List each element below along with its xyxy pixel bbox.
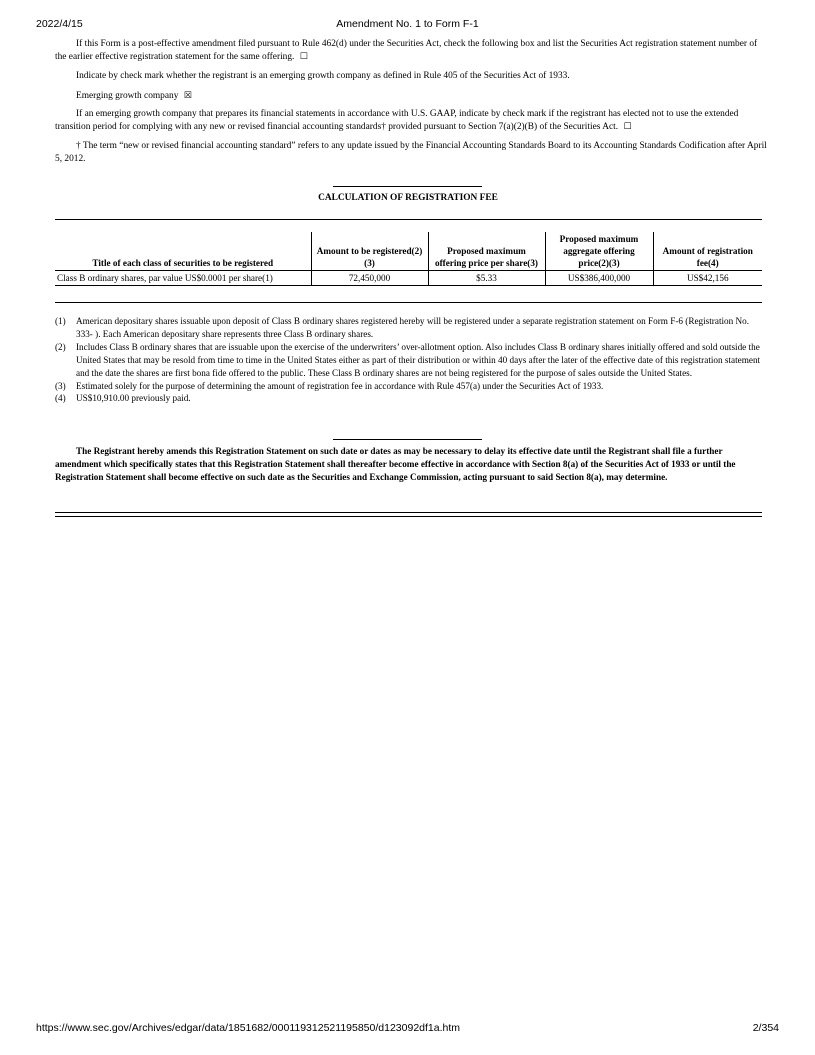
cell-price-per-share: $5.33	[428, 271, 545, 286]
post-effective-text: If this Form is a post-effective amendment filed pursuant to Rule 462(d) under the Securities Act, check the following box and list the Securities Act registration statement number of the earlier effective registration statement for the same offering.	[55, 39, 758, 63]
gaap-checkbox: ☐	[623, 122, 632, 133]
emerging-growth-checkbox: ☒	[183, 91, 192, 101]
col-header-price-per-share: Proposed maximum offering price per share(3)	[428, 232, 545, 271]
footnote-text: Includes Class B ordinary shares that are issuable upon the exercise of the underwriters’ over-allotment option. Also includes Class B ordinary shares initially offered and sold outside the United States that may be resold from time to time in the United States either as part of their distribution or within 40 days after the later of the effective date of this registration statement and the date the shares are first bona fide offered to the public. These Class B ordinary shares are not being registered for the purpose of sales outside the United States.	[76, 341, 761, 378]
print-date: 2022/4/15	[36, 18, 83, 30]
col-header-amount: Amount to be registered(2)(3)	[311, 232, 428, 271]
footnote-number: (3)	[55, 380, 66, 391]
footnote-number: (4)	[55, 393, 66, 404]
footnotes	[55, 315, 767, 405]
gaap-paragraph	[55, 108, 767, 134]
gaap-text: If an emerging growth company that prepares its financial statements in accordance with U.S. GAAP, indicate by check mark if the registrant has elected not to use the extended transition period for complying with any new or revised financial accounting standards† provided pursuant to Section 7(a)(2)(B) of the Securities Act.	[55, 109, 739, 133]
col-header-fee: Amount of registration fee(4)	[653, 232, 762, 271]
table-row	[55, 271, 762, 286]
title-rule	[333, 186, 482, 187]
footnote-text: American depositary shares issuable upon deposit of Class B ordinary shares registered hereby will be registered under a separate registration statement on Form F-6 (Registration No. 333- ). Each American depositary share represents three Class B ordinary shares.	[76, 316, 750, 339]
footnote-item	[55, 392, 767, 405]
source-url: https://www.sec.gov/Archives/edgar/data/1851682/000119312521195850/d123092df1a.htm	[36, 1022, 461, 1034]
print-title: Amendment No. 1 to Form F-1	[336, 18, 479, 30]
post-effective-paragraph	[55, 38, 767, 64]
emerging-indicator-paragraph: Indicate by check mark whether the registrant is an emerging growth company as defined in Rule 405 of the Securities Act of 1933.	[76, 71, 570, 81]
cell-aggregate-price: US$386,400,000	[545, 271, 653, 286]
end-rule-1	[55, 512, 762, 513]
emerging-growth-line	[55, 90, 767, 103]
col-header-aggregate-price: Proposed maximum aggregate offering price(2)(3)	[545, 232, 653, 271]
legend-rule	[333, 439, 482, 440]
post-effective-checkbox: ☐	[299, 52, 308, 63]
page-number: 2/354	[752, 1022, 779, 1034]
fee-table-header-row	[55, 232, 762, 271]
cell-amount: 72,450,000	[311, 271, 428, 286]
footnote-text: Estimated solely for the purpose of determining the amount of registration fee in accordance with Rule 457(a) under the Securities Act of 1933.	[76, 380, 604, 391]
table-top-rule	[55, 219, 762, 220]
footnote-number: (1)	[55, 316, 66, 326]
emerging-growth-label: Emerging growth company	[76, 91, 179, 101]
footnote-item	[55, 315, 767, 341]
fee-table-title: CALCULATION OF REGISTRATION FEE	[318, 193, 498, 203]
cell-fee: US$42,156	[653, 271, 762, 286]
footnote-text: US$10,910.00 previously paid.	[76, 393, 191, 404]
footnote-item	[55, 380, 767, 393]
footnote-number: (2)	[55, 341, 66, 352]
end-rule-2	[55, 516, 762, 517]
footnote-item	[55, 341, 767, 380]
table-bottom-rule	[55, 302, 762, 303]
delaying-amendment-legend: The Registrant hereby amends this Registration Statement on such date or dates as may be necessary to delay its effective date until the Registrant shall file a further amendment which specifically states that this Registration Statement shall thereafter become effective in accordance with Section 8(a) of the Securities Act of 1933 or until the Registration Statement shall become effective on such date as the Securities and Exchange Commission, acting pursuant to said Section 8(a), may determine.	[55, 446, 736, 482]
col-header-title: Title of each class of securities to be registered	[55, 232, 311, 271]
dagger-footnote: † The term “new or revised financial accounting standard” refers to any update issued by the Financial Accounting Standards Board to its Accounting Standards Codification after April 5, 2012.	[55, 141, 767, 165]
registration-fee-table	[55, 232, 762, 286]
cell-security-class: Class B ordinary shares, par value US$0.0001 per share(1)	[55, 271, 311, 286]
